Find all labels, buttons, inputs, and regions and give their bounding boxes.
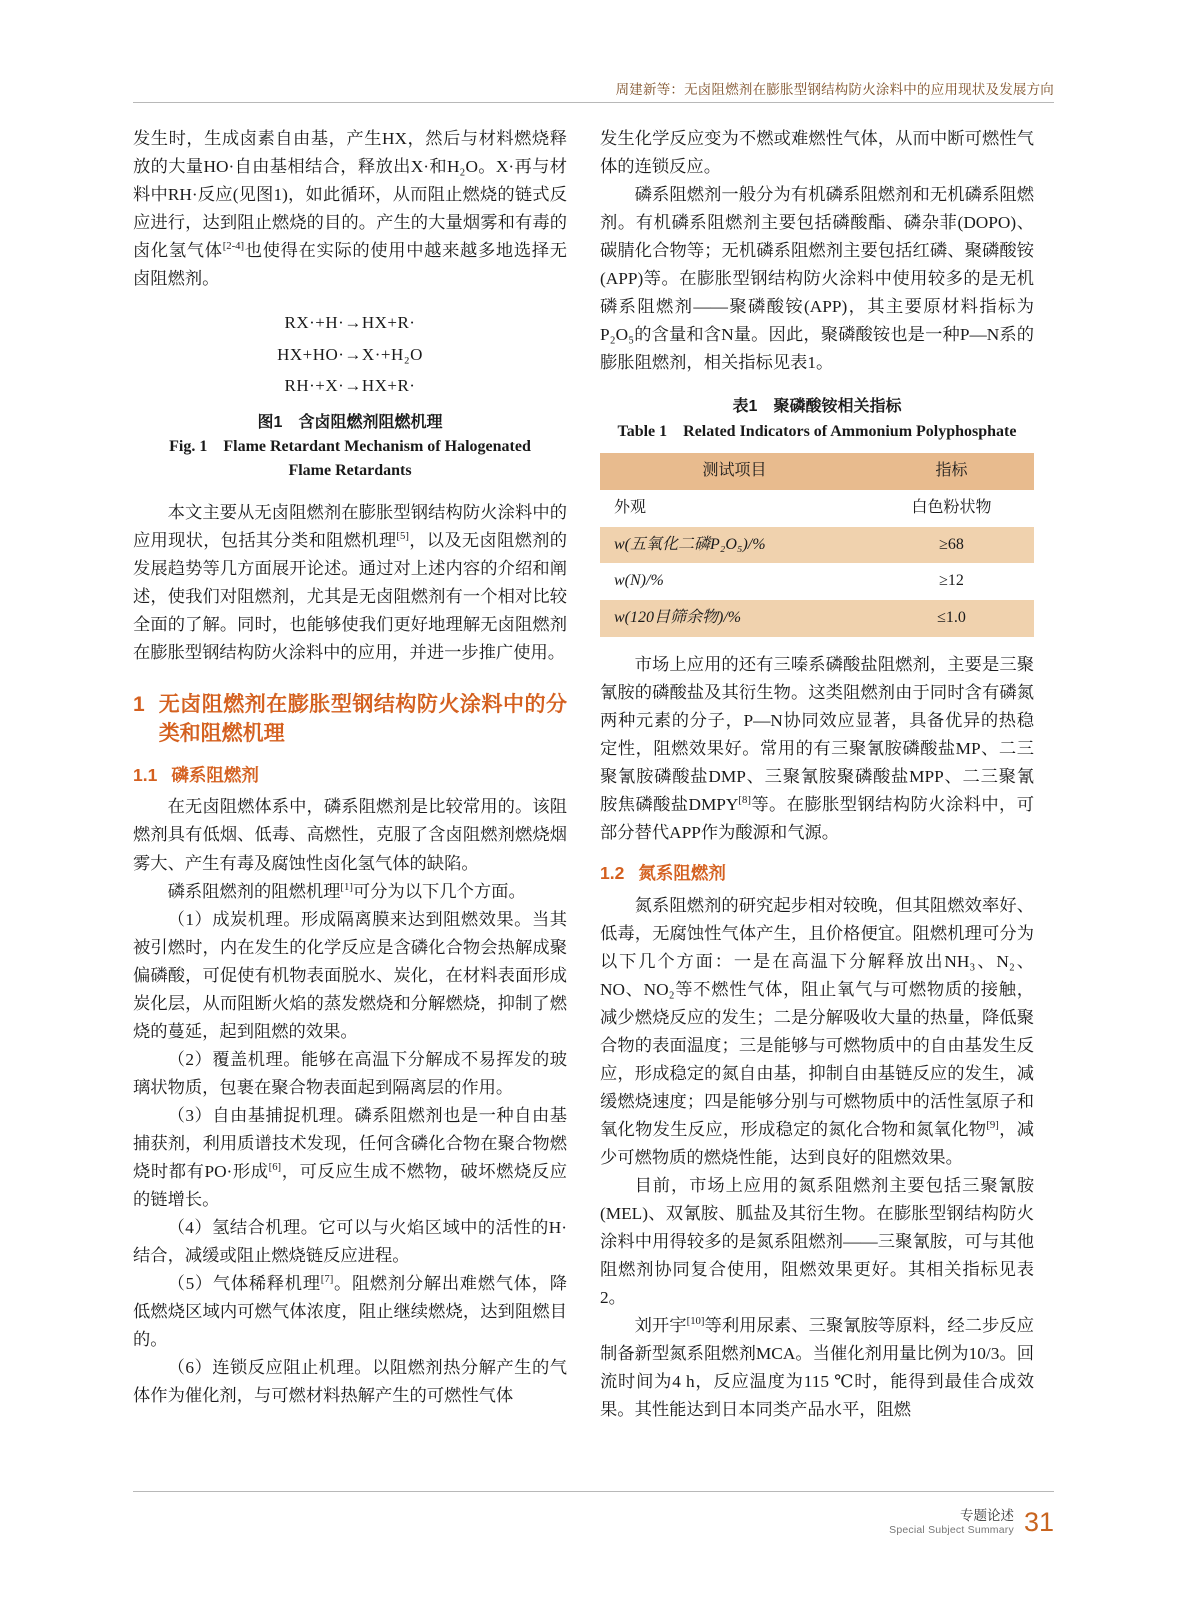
heading-section-1-number: 1 (133, 692, 145, 716)
citation-ref: [6] (268, 1160, 282, 1173)
heading-section-1-1-title: 磷系阻燃剂 (171, 765, 259, 786)
figure-caption-en-line1: Fig. 1 Flame Retardant Mechanism of Halogenated (169, 438, 531, 456)
paragraph-mechanism-5 (133, 1270, 567, 1354)
table-header-item: 测试项目 (600, 453, 869, 490)
table-cell-item: w(五氧化二磷P₂O₅)/% (600, 527, 869, 564)
paragraph-mca-study-a: 刘开宇 (634, 1315, 687, 1335)
heading-section-1-title: 无卤阻燃剂在膨胀型钢结构防火涂料中的分类和阻燃机理 (158, 692, 567, 746)
paragraph-intro-text: 发生时，生成卤素自由基，产生HX，然后与材料燃烧释放的大量HO·自由基相结合，释放出X·和H₂O。X·再与材料中RH·反应(见图1)，如此循环，从而阻止燃烧的链式反应进行，达到阻止燃烧的目的。产生的大量烟雾和有毒的卤化氢气体 (133, 129, 567, 261)
heading-section-1-2-title: 氮系阻燃剂 (638, 863, 726, 884)
header-divider (133, 102, 1054, 103)
footer-section-label (889, 1507, 1014, 1538)
paragraph-phosphorus-types: 磷系阻燃剂一般分为有机磷系阻燃剂和无机磷系阻燃剂。有机磷系阻燃剂主要包括磷酸酯、磷杂菲(DOPO)、碳腈化合物等；无机磷系阻燃剂主要包括红磷、聚磷酸铵(APP)等。在膨胀型钢结构防火涂料中使用较多的是无机磷系阻燃剂——聚磷酸铵(APP)，其主要原材料指标为P₂O₅的含量和含N量。因此，聚磷酸铵也是一种P—N系的膨胀阻燃剂，相关指标见表1。 (600, 185, 1034, 373)
paragraph-scope-b: ，以及无卤阻燃剂的发展趋势等几方面展开论述。通过对上述内容的介绍和阐述，使我们对阻燃剂，尤其是无卤阻燃剂有一个相对比较全面的了解。同时，也能够使我们更好地理解无卤阻燃剂在膨胀型钢结构防火涂料中的应用，并进一步推广使用。 (133, 531, 567, 663)
table-row (600, 600, 1034, 637)
paragraph-mechanism-5-b: 。阻燃剂分解出难燃气体，降低燃烧区域内可燃气体浓度，阻止继续燃烧，达到阻燃目的。 (133, 1273, 567, 1349)
figure-caption (133, 411, 567, 483)
footer-section-en: Special Subject Summary (889, 1524, 1014, 1537)
page-number: 31 (1023, 1507, 1054, 1537)
table-header-row (600, 453, 1034, 490)
paragraph-mechanism-lead (133, 878, 567, 906)
table-header (600, 453, 1034, 490)
table-body (600, 490, 1034, 638)
paragraph-mca-study (600, 1312, 1034, 1424)
paragraph-nitrogen-mechanism-b: ，减少可燃物质的燃烧性能，达到良好的阻燃效果。 (600, 1119, 1034, 1167)
table-row (600, 490, 1034, 527)
left-column (133, 125, 567, 1410)
equation-3: RH·+X·→HX+R· (284, 375, 416, 395)
paragraph-phosphorus-intro: 在无卤阻燃体系中，磷系阻燃剂是比较常用的。该阻燃剂具有低烟、低毒、高燃性，克服了含卤阻燃剂燃烧烟雾大、产生有毒及腐蚀性卤化氢气体的缺陷。 (133, 797, 567, 873)
paragraph-mechanism-lead-b: 可分为以下几个方面。 (352, 881, 526, 901)
citation-ref: [10] (686, 1315, 705, 1328)
paragraph-mca-study-b: 等利用尿素、三聚氰胺等原料，经二步反应制备新型氮系阻燃剂MCA。当催化剂用量比例为10/3。回流时间为4 h，反应温度为115 ℃时，能得到最佳合成效果。其性能达到日本同类产品水平，阻燃 (600, 1315, 1034, 1419)
paragraph-intro-cont: 也使得在实际的使用中越来越多地选择无卤阻燃剂。 (133, 241, 567, 289)
table-app-indicators (600, 453, 1034, 638)
footer-section-cn: 专题论述 (959, 1507, 1014, 1523)
table-row (600, 563, 1034, 600)
paragraph-mechanism-3 (133, 1102, 567, 1214)
citation-ref: [8] (738, 794, 751, 807)
citation-ref: [9] (986, 1119, 999, 1132)
table-cell-value: ≥68 (869, 527, 1034, 564)
paragraph-mechanism-2: （2）覆盖机理。能够在高温下分解成不易挥发的玻璃状物质，包裹在聚合物表面起到隔离层的作用。 (133, 1049, 567, 1097)
heading-section-1-2 (600, 859, 1034, 887)
running-header: 周建新等：无卤阻燃剂在膨胀型钢结构防火涂料中的应用现状及发展方向 (615, 82, 1054, 97)
citation-ref: [5] (396, 530, 409, 543)
paragraph-continued: 发生化学反应变为不燃或难燃性气体，从而中断可燃性气体的连锁反应。 (600, 129, 1034, 177)
paragraph-triazine-b: 等。在膨胀型钢结构防火涂料中，可部分替代APP作为酸源和气源。 (600, 795, 1034, 843)
equation-1: RX·+H·→HX+R· (284, 313, 416, 333)
table-cell-value: ≤1.0 (869, 600, 1034, 637)
figure-caption-cn: 图1 含卤阻燃剂阻燃机理 (257, 414, 443, 432)
table-1-caption-en: Table 1 Related Indicators of Ammonium Polyphosphate (617, 422, 1017, 440)
right-column (600, 125, 1034, 1424)
equation-2: HX+HO·→X·+H₂O (277, 344, 423, 364)
paragraph-mechanism-3-b: ，可反应生成不燃物，破坏燃烧反应的链增长。 (133, 1161, 567, 1209)
paragraph-nitrogen-market: 目前，市场上应用的氮系阻燃剂主要包括三聚氰胺(MEL)、双氰胺、胍盐及其衍生物。在膨胀型钢结构防火涂料中用得较多的是氮系阻燃剂——三聚氰胺，可与其他阻燃剂协同复合使用，阻燃效果更好。其相关指标见表2。 (600, 1175, 1034, 1307)
paragraph-mechanism-1: （1）成炭机理。形成隔离膜来达到阻燃效果。当其被引燃时，内在发生的化学反应是含磷化合物会热解成聚偏磷酸，可促使有机物表面脱水、炭化，在材料表面形成炭化层，从而阻断火焰的蒸发燃烧和分解燃烧，抑制了燃烧的蔓延，起到阻燃的效果。 (133, 909, 567, 1041)
table-cell-item: w(120目筛余物)/% (600, 600, 869, 637)
heading-section-1-1-number: 1.1 (133, 765, 158, 786)
paragraph-mechanism-6: （6）连锁反应阻止机理。以阻燃剂热分解产生的气体作为催化剂，与可燃材料热解产生的可燃性气体 (133, 1357, 567, 1405)
paragraph-nitrogen-mechanism (600, 892, 1034, 1172)
heading-section-1-2-number: 1.2 (600, 863, 625, 884)
paragraph-mechanism-lead-a: 磷系阻燃剂的阻燃机理 (167, 881, 341, 901)
footer-divider (133, 1491, 1054, 1492)
table-1-caption-cn: 表1 聚磷酸铵相关指标 (732, 398, 902, 416)
table-cell-value: 白色粉状物 (869, 490, 1034, 527)
heading-section-1-1 (133, 761, 567, 789)
table-header-value: 指标 (869, 453, 1034, 490)
table-row (600, 527, 1034, 564)
heading-section-1 (133, 690, 567, 750)
table-cell-item: 外观 (600, 490, 869, 527)
table-cell-value: ≥12 (869, 563, 1034, 600)
citation-ref: [7] (320, 1272, 334, 1285)
paragraph-mechanism-4: （4）氢结合机理。它可以与火焰区域中的活性的H·结合，减缓或阻止燃烧链反应进程。 (133, 1217, 567, 1265)
page-footer (133, 1507, 1054, 1538)
table-1-caption (600, 395, 1034, 445)
citation-ref: [1] (340, 880, 353, 893)
paragraph-triazine-a: 市场上应用的还有三嗪系磷酸盐阻燃剂，主要是三聚氰胺的磷酸盐及其衍生物。这类阻燃剂由于同时含有磷氮两种元素的分子，P—N协同效应显著，具备优异的热稳定性，阻燃效果好。常用的有三聚氰胺磷酸盐MP、二三聚氰胺磷酸盐DMP、三聚氰胺聚磷酸盐MPP、二三聚氰胺焦磷酸盐DMPY (600, 655, 1034, 815)
paragraph-mechanism-5-a: （5）气体稀释机理 (167, 1273, 321, 1293)
paragraph-triazine (600, 651, 1034, 847)
citation-ref: [2-4] (222, 240, 245, 253)
paragraph-nitrogen-mechanism-a: 氮系阻燃剂的研究起步相对较晚，但其阻燃效率好、低毒，无腐蚀性气体产生，且价格便宜。阻燃机理可分为以下几个方面：一是在高温下分解释放出NH₃、N₂、NO、NO₂等不燃性气体，阻止氧气与可燃物质的接触，减少燃烧反应的发生；二是分解吸收大量的热量，降低聚合物的表面温度；三是能够与可燃物质中的自由基发生反应，形成稳定的氮自由基，抑制自由基链反应的发生，减缓燃烧速度；四是能够分别与可燃物质中的活性氢原子和氧化物发生反应，形成稳定的氮化合物和氮氧化物 (600, 895, 1034, 1139)
paragraph-scope-a: 本文主要从无卤阻燃剂在膨胀型钢结构防火涂料中的应用现状，包括其分类和阻燃机理 (133, 503, 567, 551)
paragraph-mechanism-3-a: （3）自由基捕捉机理。磷系阻燃剂也是一种自由基捕获剂，利用质谱技术发现，任何含磷化合物在聚合物燃烧时都有PO·形成 (133, 1105, 567, 1181)
paragraph-scope (133, 499, 567, 667)
figure-caption-en-line2: Flame Retardants (288, 462, 412, 480)
paragraph-intro (133, 125, 567, 293)
table-cell-item: w(N)/% (600, 563, 869, 600)
equation-block (133, 307, 567, 401)
